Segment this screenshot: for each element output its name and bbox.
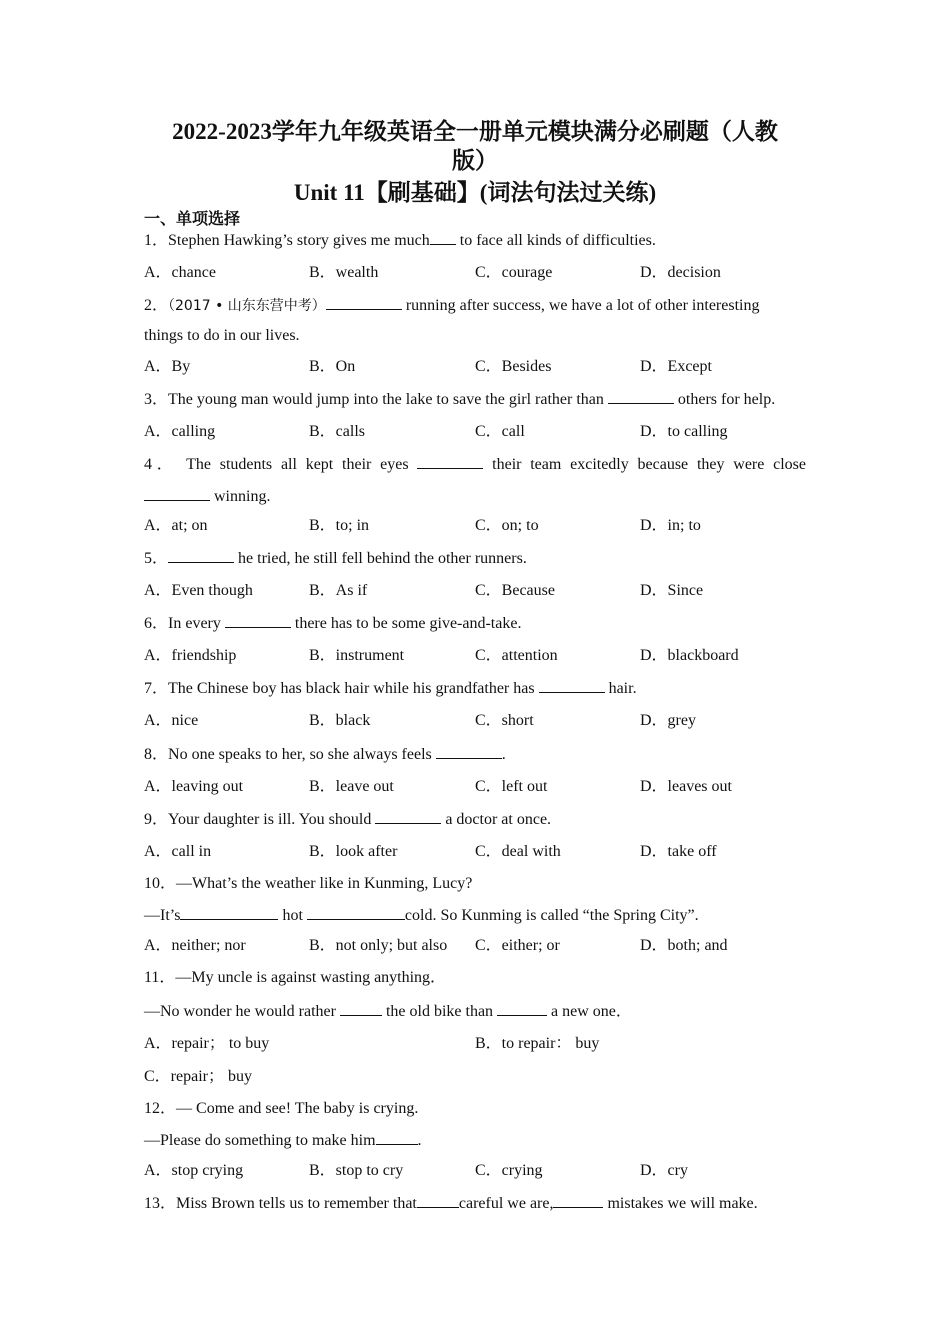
option-a[interactable]: A．repair； to buy: [144, 1035, 270, 1052]
question-stem-after: their team excitedly because they were close: [492, 456, 807, 473]
question-stem-mid: careful we are,: [458, 1195, 554, 1212]
option-b[interactable]: B．As if: [309, 582, 368, 599]
option-d[interactable]: D．in; to: [640, 517, 701, 534]
question-1: [144, 230, 656, 251]
doc-title-line1: 2022-2023学年九年级英语全一册单元模块满分必刷题（人教: [172, 119, 778, 144]
question-11: [144, 968, 446, 988]
question-11-line2: [144, 1001, 632, 1022]
dialogue-text: —Please do something to make him: [144, 1132, 376, 1149]
option-a[interactable]: A．stop crying: [144, 1162, 244, 1179]
option-c[interactable]: C．left out: [475, 778, 548, 795]
question-2: [144, 295, 759, 316]
option-c[interactable]: C．crying: [475, 1162, 543, 1179]
answer-blank: [326, 295, 402, 310]
option-b[interactable]: B．calls: [309, 423, 365, 440]
option-d[interactable]: D．both; and: [640, 937, 728, 954]
question-4: [144, 454, 806, 475]
question-stem: Your daughter is ill. You should: [168, 811, 372, 828]
option-c[interactable]: C．on; to: [475, 517, 539, 534]
question-number: 9．: [144, 811, 169, 828]
question-stem: —My uncle is against wasting anything．: [175, 969, 447, 986]
answer-blank: [225, 613, 291, 628]
option-d[interactable]: D．blackboard: [640, 647, 739, 664]
option-c[interactable]: C．call: [475, 423, 525, 440]
doc-title-line3: Unit 11【刷基础】(词法句法过关练): [293, 180, 657, 205]
dialogue-text: cold. So Kunming is called “the Spring City”.: [404, 907, 699, 924]
question-number: 5．: [144, 550, 169, 567]
option-d[interactable]: D．Since: [640, 582, 704, 599]
option-d[interactable]: D．take off: [640, 843, 717, 860]
option-c[interactable]: C．Besides: [475, 358, 552, 375]
question-12: [144, 1099, 418, 1119]
option-c[interactable]: C．attention: [475, 647, 558, 664]
option-d[interactable]: D．leaves out: [640, 778, 732, 795]
question-stem: The students all kept their eyes: [186, 456, 409, 473]
option-d[interactable]: D．decision: [640, 264, 721, 281]
question-3: [144, 389, 775, 410]
question-number: 13．: [144, 1195, 177, 1212]
question-stem-after: running after success, we have a lot of other interesting: [401, 297, 760, 314]
option-c[interactable]: C．short: [475, 712, 534, 729]
answer-blank: [307, 905, 405, 920]
answer-blank: [539, 678, 605, 693]
option-d[interactable]: D．cry: [640, 1162, 688, 1179]
answer-blank: [430, 230, 456, 245]
answer-blank: [608, 389, 674, 404]
answer-blank: [340, 1001, 382, 1016]
option-d[interactable]: D．to calling: [640, 423, 728, 440]
option-b[interactable]: B．leave out: [309, 778, 394, 795]
question-9: [144, 809, 551, 830]
answer-blank: [417, 454, 483, 469]
option-b[interactable]: B．to; in: [309, 517, 370, 534]
option-b[interactable]: B．instrument: [309, 647, 405, 664]
question-6: [144, 613, 521, 634]
question-source: （2017 • 山东东营中考）: [168, 298, 326, 314]
answer-blank: [144, 486, 210, 501]
question-stem: The young man would jump into the lake to save the girl rather than: [168, 391, 604, 408]
question-number: 10．: [144, 875, 177, 892]
question-stem-after: hair.: [604, 680, 637, 697]
question-number: 12．: [144, 1100, 177, 1117]
answer-blank: [553, 1193, 603, 1208]
option-a[interactable]: A．calling: [144, 423, 216, 440]
question-stem: In every: [168, 615, 221, 632]
question-stem-after: others for help.: [673, 391, 776, 408]
question-number: 11．: [144, 969, 176, 986]
question-12-line2: [144, 1130, 422, 1151]
option-d[interactable]: D．grey: [640, 712, 696, 729]
option-c[interactable]: C．repair； buy: [144, 1068, 252, 1085]
question-10-line2: [144, 905, 699, 926]
option-c[interactable]: C．deal with: [475, 843, 561, 860]
question-10: [144, 874, 472, 894]
option-a[interactable]: A．call in: [144, 843, 212, 860]
option-a[interactable]: A．Even though: [144, 582, 253, 599]
dialogue-text: the old bike than: [381, 1003, 498, 1020]
option-b[interactable]: B．look after: [309, 843, 398, 860]
option-a[interactable]: A．friendship: [144, 647, 237, 664]
option-b[interactable]: B．black: [309, 712, 371, 729]
option-b[interactable]: B．wealth: [309, 264, 379, 281]
answer-blank: [180, 905, 278, 920]
option-b[interactable]: B．On: [309, 358, 356, 375]
question-stem-after: there has to be some give-and-take.: [290, 615, 522, 632]
question-number: 4．: [144, 456, 178, 473]
question-2-line2: things to do in our lives.: [144, 327, 300, 344]
option-c[interactable]: C．courage: [475, 264, 553, 281]
question-stem-after: to face all kinds of difficulties.: [455, 232, 656, 249]
question-stem-after: .: [501, 746, 506, 763]
question-number: 7．: [144, 680, 169, 697]
dialogue-text: a new one．: [547, 1003, 632, 1020]
section-heading: 一、单项选择: [144, 209, 241, 228]
question-stem: Stephen Hawking’s story gives me much: [168, 232, 430, 249]
question-stem: —What’s the weather like in Kunming, Lucy?: [176, 875, 473, 892]
question-stem-after: he tried, he still fell behind the other runners.: [234, 550, 527, 567]
question-stem: Miss Brown tells us to remember that: [176, 1195, 417, 1212]
option-c[interactable]: C．Because: [475, 582, 555, 599]
option-d[interactable]: D．Except: [640, 358, 712, 375]
question-number: 8．: [144, 746, 169, 763]
question-7: [144, 678, 637, 699]
option-a[interactable]: A．neither; nor: [144, 937, 246, 954]
doc-title-line2: 版）: [452, 148, 498, 173]
question-number: 6．: [144, 615, 169, 632]
option-a[interactable]: A．nice: [144, 712, 199, 729]
dialogue-text: —It’s: [144, 907, 181, 924]
question-stem-after: a doctor at once.: [441, 811, 552, 828]
answer-blank: [376, 1130, 418, 1145]
answer-blank: [497, 1001, 547, 1016]
answer-blank: [375, 809, 441, 824]
question-stem: No one speaks to her, so she always feels: [168, 746, 432, 763]
option-b[interactable]: B．not only; but also: [309, 937, 448, 954]
option-a[interactable]: A．at; on: [144, 517, 208, 534]
question-number: 3．: [144, 391, 169, 408]
question-8: [144, 744, 506, 765]
question-number: 1．: [144, 232, 169, 249]
option-a[interactable]: A．By: [144, 358, 191, 375]
question-5: [144, 548, 527, 569]
option-b[interactable]: B．stop to cry: [309, 1162, 404, 1179]
question-stem: The Chinese boy has black hair while his grandfather has: [168, 680, 535, 697]
answer-blank: [436, 744, 502, 759]
option-c[interactable]: C．either; or: [475, 937, 560, 954]
question-stem-after: mistakes we will make.: [603, 1195, 758, 1212]
question-number: 2．: [144, 297, 169, 314]
question-stem-line2: winning.: [214, 488, 271, 505]
answer-blank: [417, 1193, 459, 1208]
option-b[interactable]: B．to repair： buy: [475, 1035, 600, 1052]
question-stem: — Come and see! The baby is crying.: [176, 1100, 419, 1117]
dialogue-text: hot: [278, 907, 307, 924]
question-13: [144, 1193, 758, 1214]
dialogue-text: —No wonder he would rather: [144, 1003, 340, 1020]
option-a[interactable]: A．chance: [144, 264, 216, 281]
question-4-line2: [144, 486, 270, 507]
answer-blank: [168, 548, 234, 563]
option-a[interactable]: A．leaving out: [144, 778, 244, 795]
dialogue-text: .: [417, 1132, 422, 1149]
